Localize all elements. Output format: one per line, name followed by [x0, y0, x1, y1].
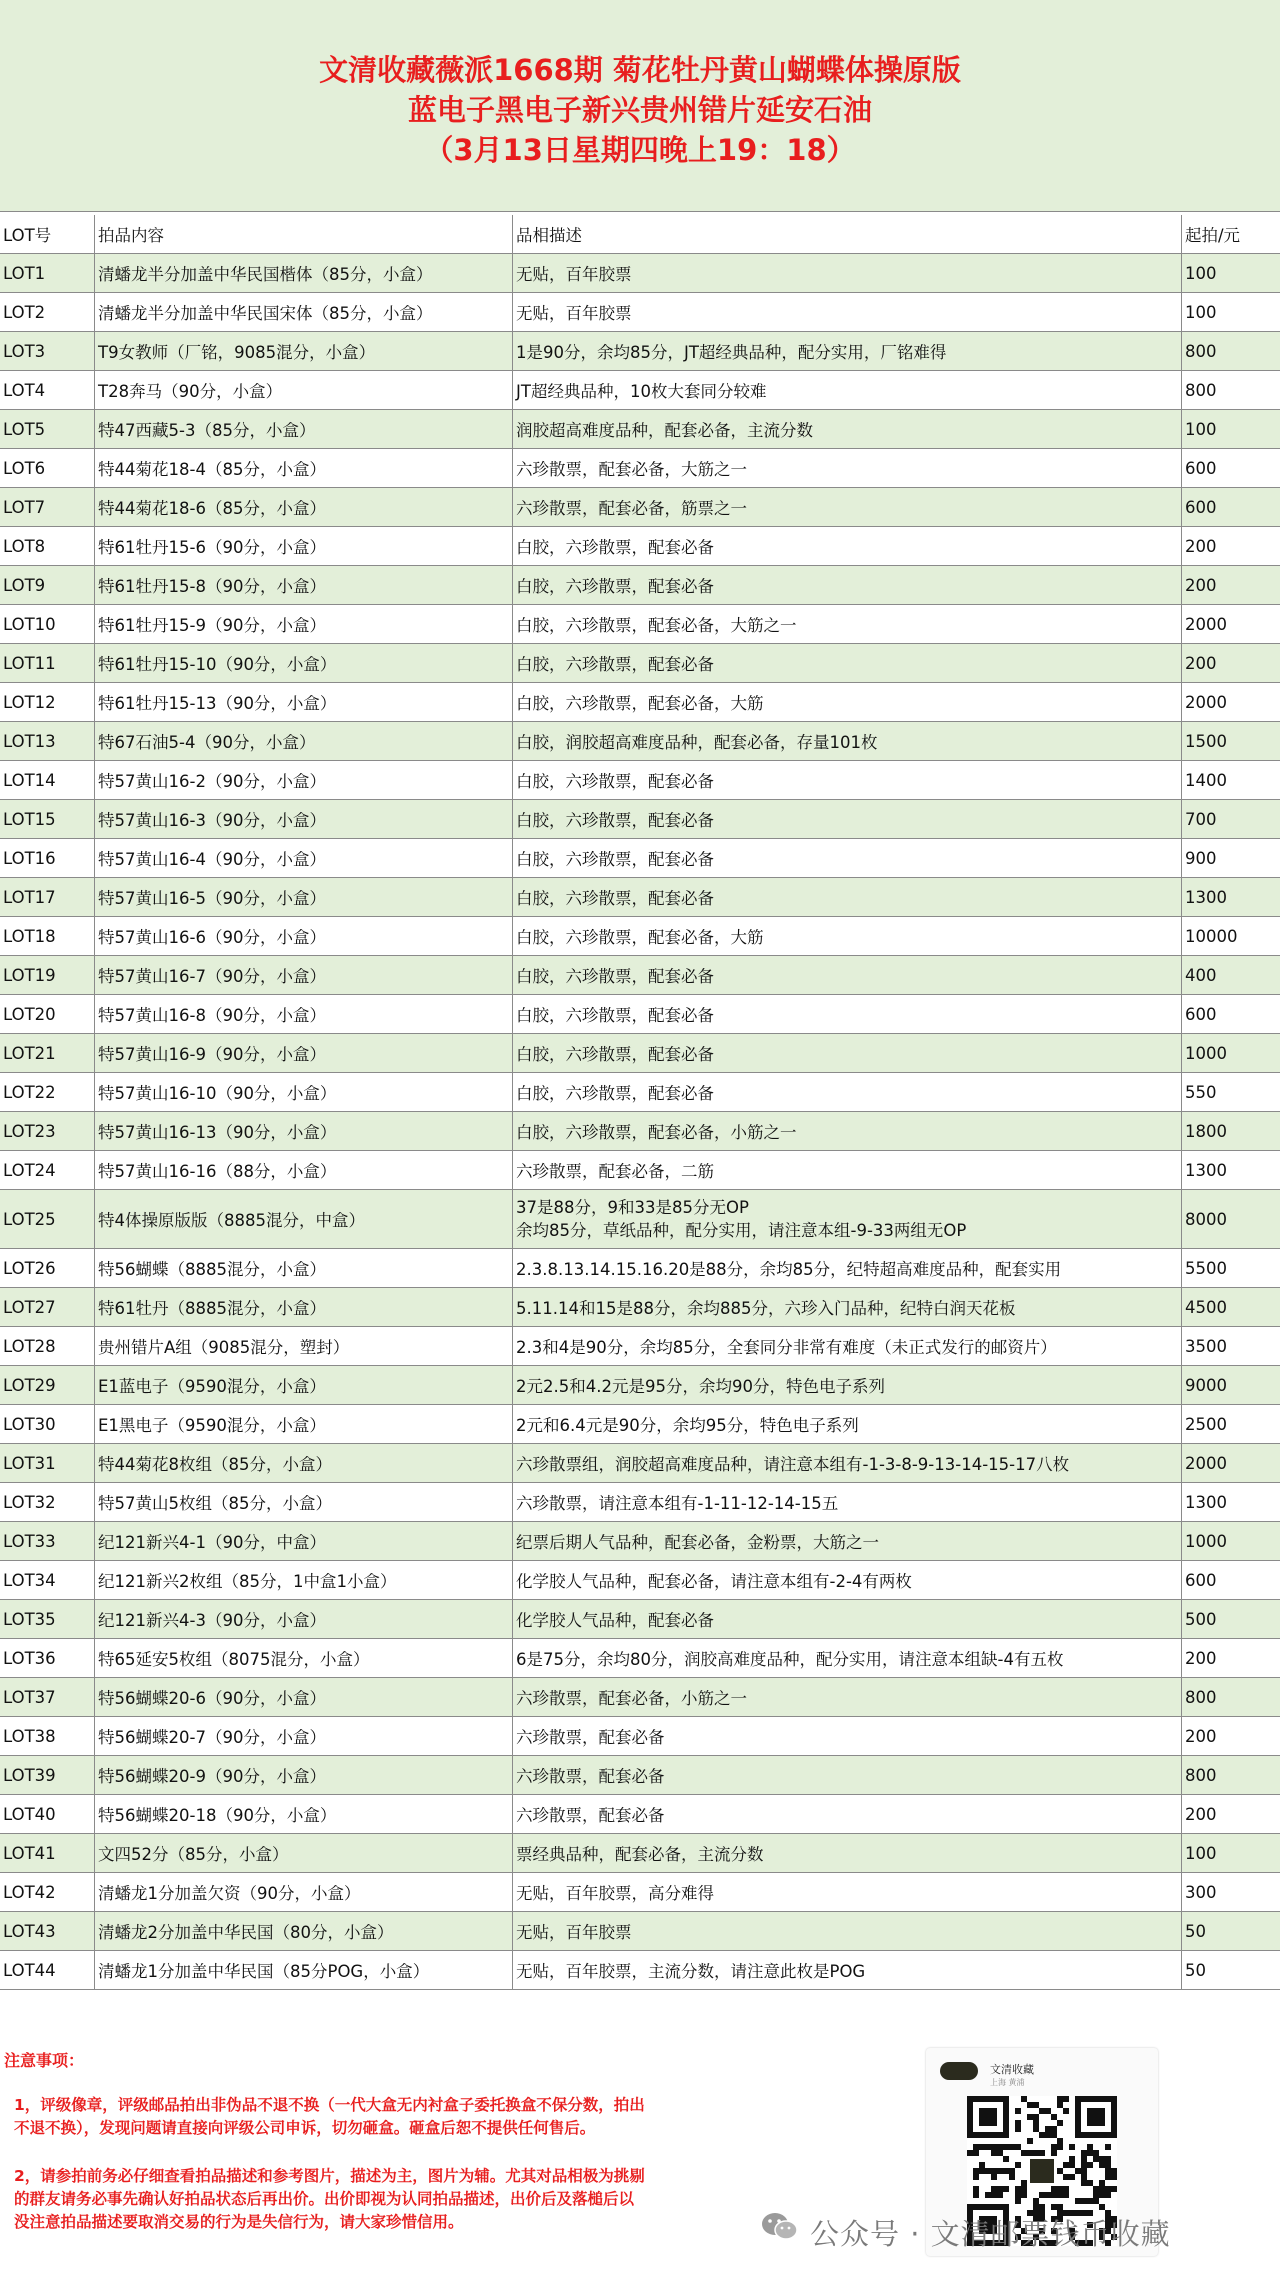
lot-start-price: 400: [1181, 956, 1280, 994]
lot-number: LOT10: [3, 614, 56, 634]
lot-start-price: 200: [1181, 527, 1280, 565]
lot-condition: 六珍散票，配套必备: [512, 1795, 1181, 1833]
lot-condition: JT超经典品种，10枚大套同分较难: [512, 371, 1181, 409]
lot-condition: 白胶，润胶超高难度品种，配套必备，存量101枚: [512, 722, 1181, 760]
lot-number: LOT12: [3, 692, 56, 712]
lot-start-price: 800: [1181, 1756, 1280, 1794]
lot-item: 特44菊花8枚组（85分，小盒）: [94, 1444, 512, 1482]
lot-condition: 1是90分，余均85分，JT超经典品种，配分实用，厂铭难得: [512, 332, 1181, 370]
lot-start-price: 600: [1181, 488, 1280, 526]
table-row: [0, 761, 1280, 800]
watermark: [760, 2206, 1260, 2250]
table-header-row: [0, 215, 1280, 254]
table-row: [0, 839, 1280, 878]
lot-start-price: 3500: [1181, 1327, 1280, 1365]
lot-start-price: 200: [1181, 566, 1280, 604]
table-row: [0, 917, 1280, 956]
lot-condition: 2元和6.4元是90分，余均95分，特色电子系列: [512, 1405, 1181, 1443]
lot-condition: 无贴，百年胶票，主流分数，请注意此枚是POG: [512, 1951, 1181, 1989]
lot-condition: 白胶，六珍散票，配套必备: [512, 995, 1181, 1033]
lot-start-price: 300: [1181, 1873, 1280, 1911]
lot-number: LOT39: [3, 1765, 56, 1785]
lot-condition: 白胶，六珍散票，配套必备，大筋: [512, 917, 1181, 955]
lot-item: 特56蝴蝶（8885混分，小盒）: [94, 1249, 512, 1287]
column-header: 起拍/元: [1181, 215, 1280, 253]
lot-start-price: 550: [1181, 1073, 1280, 1111]
column-header: 拍品内容: [94, 215, 512, 253]
lot-number: LOT17: [3, 887, 56, 907]
lot-item: 特57黄山16-8（90分，小盒）: [94, 995, 512, 1033]
table-row: [0, 1756, 1280, 1795]
lot-item: 特61牡丹15-13（90分，小盒）: [94, 683, 512, 721]
note-2-line: 的群友请务必事先确认好拍品状态后再出价。出价即视为认同拍品描述，出价后及落槌后以: [14, 2190, 635, 2208]
lot-condition: 润胶超高难度品种，配套必备，主流分数: [512, 410, 1181, 448]
lot-number: LOT18: [3, 926, 56, 946]
lot-item: 特57黄山16-2（90分，小盒）: [94, 761, 512, 799]
lot-number: LOT24: [3, 1160, 56, 1180]
lot-number: LOT15: [3, 809, 56, 829]
lot-number: LOT40: [3, 1804, 56, 1824]
lot-item: 特57黄山16-5（90分，小盒）: [94, 878, 512, 916]
lot-start-price: 600: [1181, 449, 1280, 487]
note-2: [14, 2165, 754, 2234]
table-row: [0, 1522, 1280, 1561]
lot-item: 纪121新兴4-3（90分，小盒）: [94, 1600, 512, 1638]
lot-item: 特44菊花18-6（85分，小盒）: [94, 488, 512, 526]
lot-start-price: 200: [1181, 1795, 1280, 1833]
table-row: [0, 644, 1280, 683]
lot-condition: 纪票后期人气品种，配套必备，金粉票，大筋之一: [512, 1522, 1181, 1560]
lot-start-price: 9000: [1181, 1366, 1280, 1404]
table-row: [0, 878, 1280, 917]
lot-item: 清蟠龙2分加盖中华民国（80分，小盒）: [94, 1912, 512, 1950]
lot-start-price: 900: [1181, 839, 1280, 877]
lot-number: LOT35: [3, 1609, 56, 1629]
lot-start-price: 1000: [1181, 1034, 1280, 1072]
lot-condition: 白胶，六珍散票，配套必备: [512, 527, 1181, 565]
table-row: [0, 332, 1280, 371]
table-row: [0, 1639, 1280, 1678]
lot-start-price: 1300: [1181, 878, 1280, 916]
lot-number: LOT25: [3, 1209, 56, 1229]
lot-condition: 白胶，六珍散票，配套必备，大筋之一: [512, 605, 1181, 643]
table-row: [0, 293, 1280, 332]
lot-start-price: 4500: [1181, 1288, 1280, 1326]
lot-item: 特67石油5-4（90分，小盒）: [94, 722, 512, 760]
lot-number: LOT31: [3, 1453, 56, 1473]
lot-condition: 化学胶人气品种，配套必备，请注意本组有-2-4有两枚: [512, 1561, 1181, 1599]
lot-condition: 白胶，六珍散票，配套必备: [512, 956, 1181, 994]
lot-item: 特61牡丹（8885混分，小盒）: [94, 1288, 512, 1326]
lot-item: 特44菊花18-4（85分，小盒）: [94, 449, 512, 487]
lot-condition: 白胶，六珍散票，配套必备: [512, 878, 1181, 916]
table-row: [0, 488, 1280, 527]
qr-account-name: 文清收藏: [990, 2063, 1034, 2076]
lot-number: LOT42: [3, 1882, 56, 1902]
lot-number: LOT13: [3, 731, 56, 751]
lot-start-price: 50: [1181, 1912, 1280, 1950]
table-row: [0, 1717, 1280, 1756]
lot-item: 纪121新兴2枚组（85分，1中盒1小盒）: [94, 1561, 512, 1599]
lot-item: 特61牡丹15-8（90分，小盒）: [94, 566, 512, 604]
lot-start-price: 200: [1181, 1717, 1280, 1755]
lot-condition: 白胶，六珍散票，配套必备: [512, 1034, 1181, 1072]
lot-start-price: 500: [1181, 1600, 1280, 1638]
lot-start-price: 10000: [1181, 917, 1280, 955]
qr-account-location: 上海 黄浦: [990, 2078, 1025, 2087]
table-row: [0, 1034, 1280, 1073]
lot-condition: 六珍散票，配套必备: [512, 1756, 1181, 1794]
column-header: 品相描述: [512, 215, 1181, 253]
lot-table: [0, 215, 1280, 1990]
lot-condition: 白胶，六珍散票，配套必备: [512, 1073, 1181, 1111]
lot-number: LOT9: [3, 575, 46, 595]
table-row: [0, 1366, 1280, 1405]
lot-start-price: 5500: [1181, 1249, 1280, 1287]
lot-condition-line: 37是88分，9和33是85分无OP: [516, 1198, 749, 1217]
lot-condition: [512, 1190, 1181, 1248]
lot-number: LOT8: [3, 536, 46, 556]
lot-number: LOT43: [3, 1921, 56, 1941]
lot-number: LOT33: [3, 1531, 56, 1551]
lot-item: 特56蝴蝶20-9（90分，小盒）: [94, 1756, 512, 1794]
lot-start-price: 2000: [1181, 605, 1280, 643]
lot-number: LOT41: [3, 1843, 56, 1863]
table-row: [0, 449, 1280, 488]
table-row: [0, 956, 1280, 995]
wechat-icon: [760, 2210, 800, 2244]
lot-condition: 5.11.14和15是88分，余均885分，六珍入门品种，纪特白润天花板: [512, 1288, 1181, 1326]
lot-number: LOT30: [3, 1414, 56, 1434]
table-row: [0, 410, 1280, 449]
notes-title: 注意事项：: [4, 2051, 85, 2070]
lot-start-price: 1800: [1181, 1112, 1280, 1150]
lot-number: LOT38: [3, 1726, 56, 1746]
lot-item: 特57黄山16-7（90分，小盒）: [94, 956, 512, 994]
lot-condition: 无贴，百年胶票，高分难得: [512, 1873, 1181, 1911]
lot-start-price: 200: [1181, 644, 1280, 682]
table-row: [0, 1600, 1280, 1639]
page-title: 文清收藏薇派1668期 菊花牡丹黄山蝴蝶体操原版: [319, 53, 961, 87]
lot-start-price: 1300: [1181, 1483, 1280, 1521]
lot-condition: 无贴，百年胶票: [512, 254, 1181, 292]
table-row: [0, 371, 1280, 410]
lot-number: LOT5: [3, 419, 46, 439]
lot-start-price: 100: [1181, 293, 1280, 331]
lot-number: LOT36: [3, 1648, 56, 1668]
lot-item: 特61牡丹15-9（90分，小盒）: [94, 605, 512, 643]
lot-start-price: 2500: [1181, 1405, 1280, 1443]
table-row: [0, 1561, 1280, 1600]
lot-item: 特57黄山16-16（88分，小盒）: [94, 1151, 512, 1189]
lot-number: LOT7: [3, 497, 46, 517]
lot-item: 特57黄山16-4（90分，小盒）: [94, 839, 512, 877]
lot-condition: 化学胶人气品种，配套必备: [512, 1600, 1181, 1638]
lot-item: 清蟠龙半分加盖中华民国楷体（85分，小盒）: [94, 254, 512, 292]
lot-item: 特57黄山16-3（90分，小盒）: [94, 800, 512, 838]
lot-condition: 2元2.5和4.2元是95分，余均90分，特色电子系列: [512, 1366, 1181, 1404]
lot-item: E1黑电子（9590混分，小盒）: [94, 1405, 512, 1443]
lot-start-price: 800: [1181, 1678, 1280, 1716]
brand-logo: [940, 2062, 978, 2080]
lot-item: 文四52分（85分，小盒）: [94, 1834, 512, 1872]
table-row: [0, 1951, 1280, 1990]
lot-item: 特57黄山16-10（90分，小盒）: [94, 1073, 512, 1111]
table-row: [0, 1444, 1280, 1483]
lot-start-price: 1500: [1181, 722, 1280, 760]
table-row: [0, 1190, 1280, 1249]
table-row: [0, 1678, 1280, 1717]
lot-condition-line: 余均85分，草纸品种，配分实用，请注意本组-9-33两组无OP: [516, 1221, 967, 1240]
lot-number: LOT22: [3, 1082, 56, 1102]
table-row: [0, 605, 1280, 644]
note-2-line: 2，请参拍前务必仔细查看拍品描述和参考图片，描述为主，图片为辅。尤其对品相极为挑剔: [14, 2167, 645, 2185]
lot-start-price: 1400: [1181, 761, 1280, 799]
note-1-line: 不退不换），发现问题请直接向评级公司申诉，切勿砸盒。砸盒后恕不提供任何售后。: [14, 2119, 596, 2137]
lot-start-price: 50: [1181, 1951, 1280, 1989]
lot-start-price: 2000: [1181, 683, 1280, 721]
table-row: [0, 1912, 1280, 1951]
lot-number: LOT14: [3, 770, 56, 790]
lot-item: 特65延安5枚组（8075混分，小盒）: [94, 1639, 512, 1677]
lot-item: T9女教师（厂铭，9085混分，小盒）: [94, 332, 512, 370]
lot-number: LOT37: [3, 1687, 56, 1707]
table-row: [0, 1073, 1280, 1112]
lot-number: LOT32: [3, 1492, 56, 1512]
lot-condition: 六珍散票，请注意本组有-1-11-12-14-15五: [512, 1483, 1181, 1521]
lot-item: 特57黄山16-6（90分，小盒）: [94, 917, 512, 955]
table-row: [0, 527, 1280, 566]
lot-item: T28奔马（90分，小盒）: [94, 371, 512, 409]
lot-condition: 白胶，六珍散票，配套必备，小筋之一: [512, 1112, 1181, 1150]
lot-number: LOT1: [3, 263, 46, 283]
lot-item: 特56蝴蝶20-6（90分，小盒）: [94, 1678, 512, 1716]
table-row: [0, 1249, 1280, 1288]
table-row: [0, 1151, 1280, 1190]
lot-number: LOT29: [3, 1375, 56, 1395]
table-row: [0, 800, 1280, 839]
lot-number: LOT11: [3, 653, 56, 673]
lot-start-price: 1000: [1181, 1522, 1280, 1560]
lot-number: LOT44: [3, 1960, 56, 1980]
lot-condition: 白胶，六珍散票，配套必备，大筋: [512, 683, 1181, 721]
lot-item: 纪121新兴4-1（90分，中盒）: [94, 1522, 512, 1560]
table-row: [0, 1873, 1280, 1912]
lot-item: 特56蝴蝶20-18（90分，小盒）: [94, 1795, 512, 1833]
lot-condition: 2.3和4是90分，余均85分，全套同分非常有难度（未正式发行的邮资片）: [512, 1327, 1181, 1365]
lot-start-price: 100: [1181, 254, 1280, 292]
page-subtitle: 蓝电子黑电子新兴贵州错片延安石油: [407, 93, 872, 127]
lot-item: 特61牡丹15-10（90分，小盒）: [94, 644, 512, 682]
lot-number: LOT23: [3, 1121, 56, 1141]
lot-number: LOT6: [3, 458, 46, 478]
lot-item: E1蓝电子（9590混分，小盒）: [94, 1366, 512, 1404]
lot-condition: 票经典品种，配套必备，主流分数: [512, 1834, 1181, 1872]
table-row: [0, 1483, 1280, 1522]
notes-section: [0, 2008, 1280, 2272]
lot-number: LOT4: [3, 380, 46, 400]
lot-condition: 白胶，六珍散票，配套必备: [512, 761, 1181, 799]
table-row: [0, 1795, 1280, 1834]
lot-condition: 白胶，六珍散票，配套必备: [512, 566, 1181, 604]
lot-start-price: 600: [1181, 995, 1280, 1033]
lot-number: LOT3: [3, 341, 46, 361]
note-2-line: 没注意拍品描述要取消交易的行为是失信行为，请大家珍惜信用。: [14, 2213, 464, 2231]
lot-condition: 六珍散票，配套必备，二筋: [512, 1151, 1181, 1189]
lot-condition: 六珍散票组，润胶超高难度品种，请注意本组有-1-3-8-9-13-14-15-17八枚: [512, 1444, 1181, 1482]
column-header: LOT号: [3, 226, 52, 245]
lot-start-price: 8000: [1181, 1190, 1280, 1248]
lot-item: 特61牡丹15-6（90分，小盒）: [94, 527, 512, 565]
lot-start-price: 700: [1181, 800, 1280, 838]
table-row: [0, 722, 1280, 761]
header: [0, 0, 1280, 212]
lot-item: 特47西藏5-3（85分，小盒）: [94, 410, 512, 448]
lot-item: 特4体操原版版（8885混分，中盒）: [94, 1190, 512, 1248]
lot-item: 特57黄山16-9（90分，小盒）: [94, 1034, 512, 1072]
table-row: [0, 254, 1280, 293]
lot-start-price: 2000: [1181, 1444, 1280, 1482]
lot-item: 特57黄山16-13（90分，小盒）: [94, 1112, 512, 1150]
lot-number: LOT26: [3, 1258, 56, 1278]
lot-start-price: 100: [1181, 410, 1280, 448]
lot-start-price: 600: [1181, 1561, 1280, 1599]
note-1-line: 1，评级像章，评级邮品拍出非伪品不退不换（一代大盒无内衬盒子委托换盒不保分数，拍出: [14, 2096, 645, 2114]
lot-condition: 无贴，百年胶票: [512, 1912, 1181, 1950]
note-1: [14, 2094, 754, 2140]
lot-start-price: 800: [1181, 332, 1280, 370]
lot-condition: 白胶，六珍散票，配套必备: [512, 839, 1181, 877]
lot-item: 贵州错片A组（9085混分，塑封）: [94, 1327, 512, 1365]
watermark-text: 公众号 · 文清邮票钱币收藏: [810, 2217, 1171, 2251]
table-row: [0, 1405, 1280, 1444]
table-row: [0, 683, 1280, 722]
lot-item: 清蟠龙半分加盖中华民国宋体（85分，小盒）: [94, 293, 512, 331]
lot-number: LOT20: [3, 1004, 56, 1024]
lot-condition: 六珍散票，配套必备: [512, 1717, 1181, 1755]
table-row: [0, 1288, 1280, 1327]
lot-number: LOT2: [3, 302, 46, 322]
table-row: [0, 566, 1280, 605]
lot-condition: 六珍散票，配套必备，大筋之一: [512, 449, 1181, 487]
lot-condition: 2.3.8.13.14.15.16.20是88分，余均85分，纪特超高难度品种，配套实用: [512, 1249, 1181, 1287]
lot-number: LOT16: [3, 848, 56, 868]
lot-number: LOT34: [3, 1570, 56, 1590]
table-row: [0, 1112, 1280, 1151]
lot-number: LOT21: [3, 1043, 56, 1063]
table-row: [0, 995, 1280, 1034]
lot-item: 清蟠龙1分加盖中华民国（85分POG，小盒）: [94, 1951, 512, 1989]
table-row: [0, 1327, 1280, 1366]
lot-condition: 白胶，六珍散票，配套必备: [512, 644, 1181, 682]
lot-condition: 六珍散票，配套必备，小筋之一: [512, 1678, 1181, 1716]
lot-number: LOT27: [3, 1297, 56, 1317]
table-row: [0, 1834, 1280, 1873]
lot-item: 特56蝴蝶20-7（90分，小盒）: [94, 1717, 512, 1755]
lot-item: 清蟠龙1分加盖欠资（90分，小盒）: [94, 1873, 512, 1911]
lot-number: LOT28: [3, 1336, 56, 1356]
lot-condition: 6是75分，余均80分，润胶高难度品种，配分实用，请注意本组缺-4有五枚: [512, 1639, 1181, 1677]
lot-condition: 六珍散票，配套必备，筋票之一: [512, 488, 1181, 526]
lot-start-price: 200: [1181, 1639, 1280, 1677]
lot-start-price: 800: [1181, 371, 1280, 409]
lot-start-price: 100: [1181, 1834, 1280, 1872]
auction-date: （3月13日星期四晚上19：18）: [424, 133, 856, 167]
lot-item: 特57黄山5枚组（85分，小盒）: [94, 1483, 512, 1521]
lot-condition: 白胶，六珍散票，配套必备: [512, 800, 1181, 838]
lot-number: LOT19: [3, 965, 56, 985]
lot-start-price: 1300: [1181, 1151, 1280, 1189]
lot-condition: 无贴，百年胶票: [512, 293, 1181, 331]
